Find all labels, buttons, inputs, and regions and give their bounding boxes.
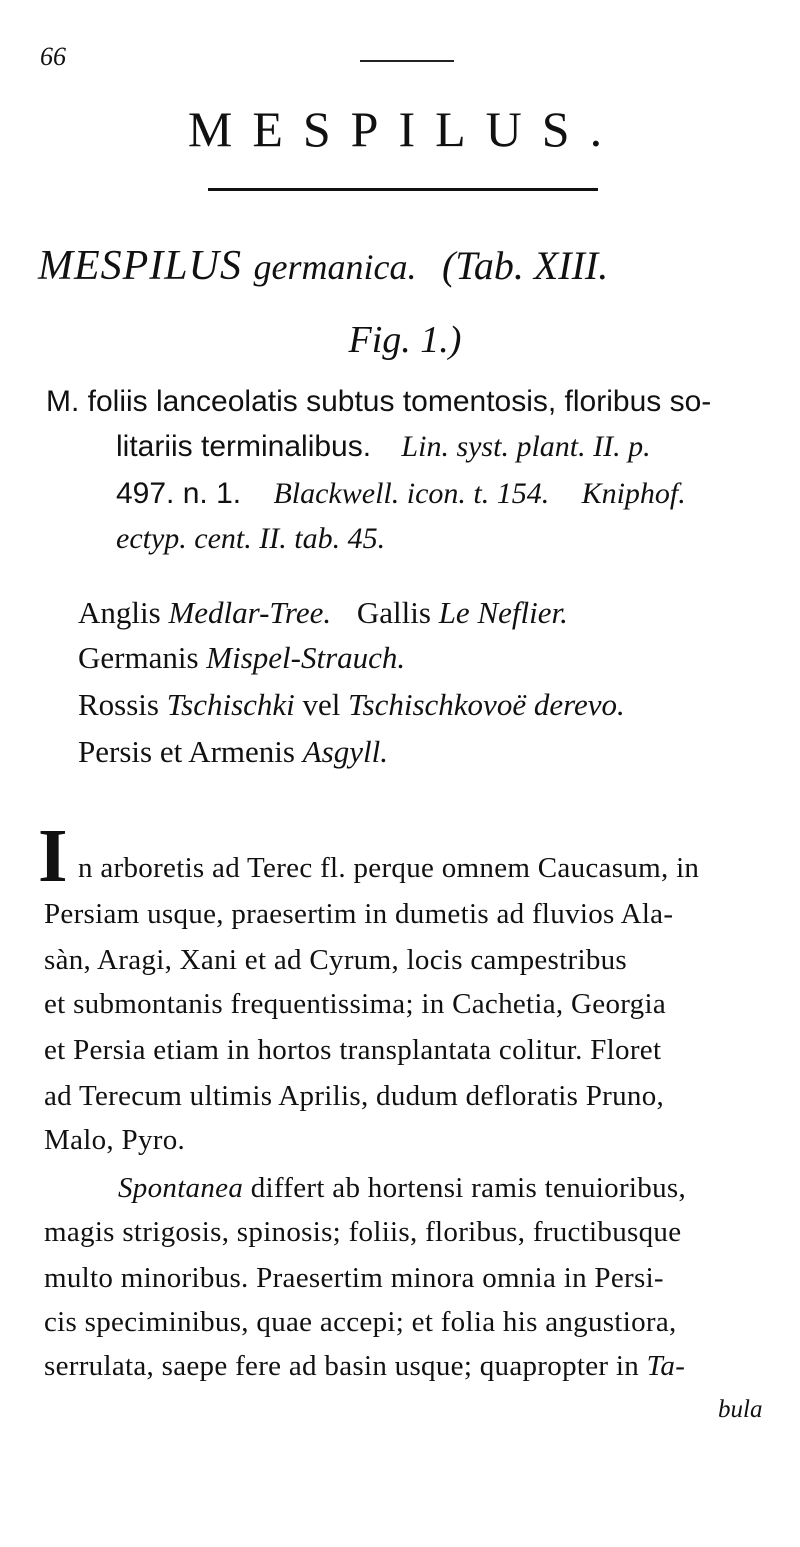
vernacular-lang: Persis et Armenis [78,734,295,769]
diagnosis-line-3 [116,477,686,511]
body-line: ad Terecum ultimis Aprilis, dudum defloratis Pruno, [44,1080,665,1112]
ectyp-reference: ectyp. cent. II. tab. 45. [116,522,386,555]
body-line: Persiam usque, praesertim in dumetis ad fluvios Ala- [44,898,674,930]
hyphenated-word: Ta- [646,1350,686,1382]
header-rule [360,60,454,62]
linnaeus-reference: Lin. syst. plant. II. p. [401,430,651,463]
page-number: 66 [40,42,66,71]
body-line: sàn, Aragi, Xani et ad Cyrum, locis campestribus [44,944,628,976]
body-line: multo minoribus. Praesertim minora omnia in Persi- [44,1262,664,1294]
body-text: differt ab hortensi ramis tenuioribus, [250,1172,687,1204]
species-epithet: germanica. [253,247,417,287]
kniphof-reference: Kniphof. [581,477,686,510]
vernacular-english-french [78,595,568,631]
genus-name: MESPILUS [38,243,242,289]
body-line: magis strigosis, spinosis; foliis, floribus, fructibusque [44,1216,682,1248]
body-line: et Persia etiam in hortos transplantata colitur. Floret [44,1034,662,1066]
diagnosis-text: litariis terminalibus. [116,430,372,463]
body-line: cis speciminibus, quae accepi; et folia his angustiora, [44,1306,677,1338]
diagnosis-line-4 [116,522,385,556]
body-line [44,1350,685,1383]
body-line [118,1172,686,1205]
catchword: bula [718,1396,763,1423]
vernacular-lang: Rossis [78,687,159,722]
drop-cap: I [38,814,68,898]
body-line: n arboretis ad Terec fl. perque omnem Caucasum, in [78,852,700,884]
vernacular-lang: Anglis [78,595,161,630]
page-heading: MESPILUS. [187,101,623,157]
vernacular-german [78,640,405,676]
vernacular-russian [78,687,625,723]
diagnosis-line-1: M. foliis lanceolatis subtus tomentosis, floribus so- [46,385,712,418]
blackwell-reference: Blackwell. icon. t. 154. [273,477,550,510]
species-title [38,242,608,290]
spontanea-lead: Spontanea [118,1172,244,1204]
vernacular-name: Le Neflier. [438,595,568,630]
figure-reference: Fig. 1.) [348,319,462,361]
vernacular-persian-armenian [78,734,388,770]
page-citation: 497. n. 1. [116,477,242,510]
vernacular-name: Tschischki [166,687,295,722]
vernacular-lang: Gallis [356,595,431,630]
body-line: et submontanis frequentissima; in Cachetia, Georgia [44,988,667,1020]
diagnosis-line-2 [116,430,651,464]
vernacular-conj: vel [302,687,341,722]
body-line: Malo, Pyro. [44,1124,186,1156]
body-text: serrulata, saepe fere ad basin usque; quapropter in [44,1350,640,1382]
heading-rule [208,188,598,191]
vernacular-name: Tschischkovoë derevo. [348,687,625,722]
vernacular-lang: Germanis [78,640,199,675]
vernacular-name: Mispel-Strauch. [206,640,406,675]
vernacular-name: Asgyll. [302,734,388,769]
plate-reference: (Tab. XIII. [441,243,609,288]
vernacular-name: Medlar-Tree. [168,595,332,630]
